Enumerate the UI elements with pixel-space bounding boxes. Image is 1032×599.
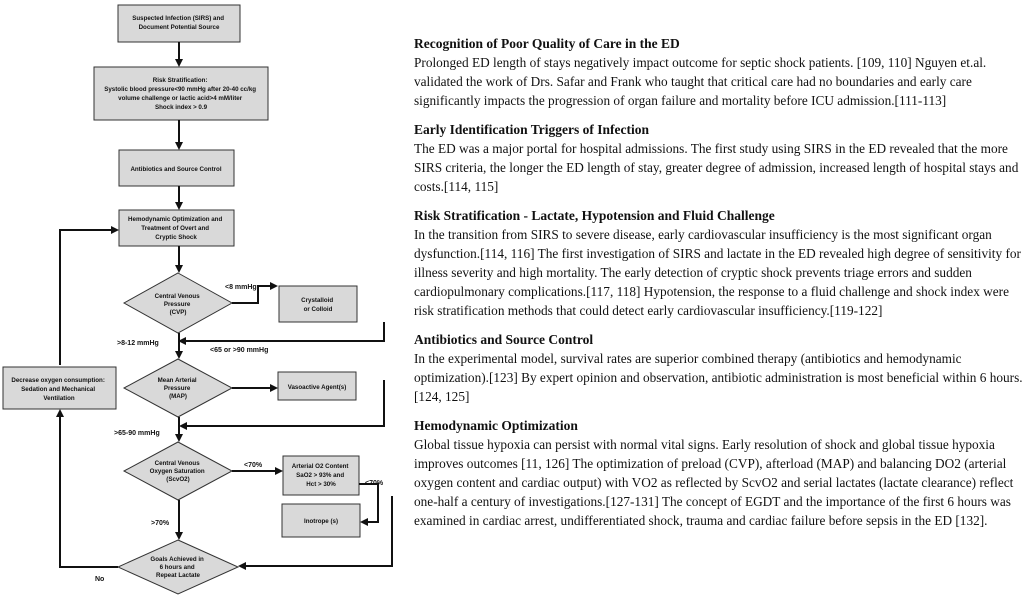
- goals-text: Goals Achieved in 6 hours and Repeat Lactate: [150, 556, 204, 579]
- label-scvo2-low-2: <70%: [365, 480, 384, 487]
- label-cvp-low: <8 mmHg: [225, 284, 257, 291]
- section-heading: Early Identification Triggers of Infection: [414, 122, 649, 137]
- vasoactive-text: Vasoactive Agent(s): [287, 384, 347, 391]
- map-text: Mean Arterial Pressure (MAP): [157, 377, 197, 400]
- label-map-out: <65 or >90 mmHg: [210, 347, 269, 354]
- text-column: [414, 34, 1026, 540]
- arrow-crystalloid-return: [180, 322, 384, 341]
- section-heading: Antibiotics and Source Control: [414, 332, 594, 347]
- arterial-o2-text: Arterial O2 Content SaO2 > 93% and Hct > 30%: [291, 463, 349, 488]
- section-heading: Risk Stratification - Lactate, Hypotension and Fluid Challenge: [414, 208, 775, 223]
- crystalloid-text: Crystalloid or Colloid: [301, 297, 334, 313]
- section-quality-of-care: [414, 34, 1026, 110]
- section-body: In the experimental model, survival rates are superior combined therapy (antibiotics and hemodynamic optimization).[123] By expert opinion and observation, antibiotic administration is most beneficial within 6 hours.[124, 125]: [414, 351, 1023, 404]
- inotrope-text: Inotrope (s): [303, 518, 339, 525]
- cvp-text: Central Venous Pressure (CVP): [154, 293, 200, 316]
- section-heading: Hemodynamic Optimization: [414, 418, 578, 433]
- section-body: In the transition from SIRS to severe disease, early cardiovascular insufficiency is the most significant organ dysfunction.[114, 116] The first investigation of SIRS and lactate in the ED revealed high degree of sensitivity for illness severity and high mortality. The early detection of cryptic shock prevents triage errors and sudden cardiopulmonary complications.[117, 118] Hypotension, the response to a fluid challenge and shock index were risk stratification methods that could detect early cardiovascular insufficiency.[119-122]: [414, 227, 1021, 318]
- decrease-oxygen-text: Decrease oxygen consumption: Sedation and Mechanical Ventilation: [11, 377, 105, 402]
- crystalloid-box: [279, 286, 357, 322]
- label-scvo2-ok: >70%: [151, 520, 170, 527]
- antibiotics-text: Antibiotics and Source Control: [130, 166, 222, 173]
- section-body: The ED was a major portal for hospital admissions. The first study using SIRS in the ED revealed that the more SIRS criteria, the longer the ED length of stay, greater degree of admission, increased length of hospital stays and costs.[114, 115]: [414, 141, 1019, 194]
- hemodynamic-text: Hemodynamic Optimization and Treatment of Overt and Cryptic Shock: [128, 216, 223, 241]
- scvo2-text: Central Venous Oxygen Saturation (ScvO2): [149, 460, 205, 483]
- section-antibiotics: [414, 330, 1026, 406]
- arrow-arterial-inotrope: [359, 484, 378, 522]
- risk-stratification-box: [94, 67, 268, 120]
- label-map-ok: >65-90 mmHg: [114, 430, 160, 437]
- arrow-decrease-hemodynamic: [60, 230, 117, 365]
- section-body: Global tissue hypoxia can persist with normal vital signs. Early resolution of shock and global tissue hypoxia improves outcomes [11, 126] The optimization of preload (CVP), afterload (MAP) and balancing DO2 (arterial oxygen content and cardiac output) with VO2 as reflected by ScvO2 and serial lactates (lactate clearance) reflect one-half a century of investigations.[127-131] The concept of EGDT and the importance of the first 6 hours was examined in cardiac arrest, undifferentiated shock, trauma and cardiac failure before sepsis in the ED [132].: [414, 437, 1014, 528]
- section-early-identification: [414, 120, 1026, 196]
- suspected-infection-text: Suspected Infection (SIRS) and Document Potential Source: [132, 15, 225, 31]
- section-hemodynamic: [414, 416, 1026, 530]
- risk-stratification-text: Risk Stratification: Systolic blood pressure<90 mmHg after 20-40 cc/kg volume challenge or lactic acid>4 mM/liter Shock index > 0.9: [104, 77, 257, 111]
- label-scvo2-low: <70%: [244, 462, 263, 469]
- label-no: No: [95, 576, 105, 583]
- section-heading: Recognition of Poor Quality of Care in the ED: [414, 36, 680, 51]
- section-body: Prolonged ED length of stays negatively impact outcome for septic shock patients. [109, 110] Nguyen et.al. validated the work of Drs. Safar and Frank who taught that critical care had no boundaries and early care significantly impacts the progression of organ failure and mortality before ICU admission.[111-113]: [414, 55, 987, 108]
- label-cvp-ok: >8-12 mmHg: [117, 340, 159, 347]
- arrow-goals-no-loop: [60, 411, 118, 567]
- section-risk-stratification: [414, 206, 1026, 320]
- ed-sepsis-flowchart: [0, 0, 400, 599]
